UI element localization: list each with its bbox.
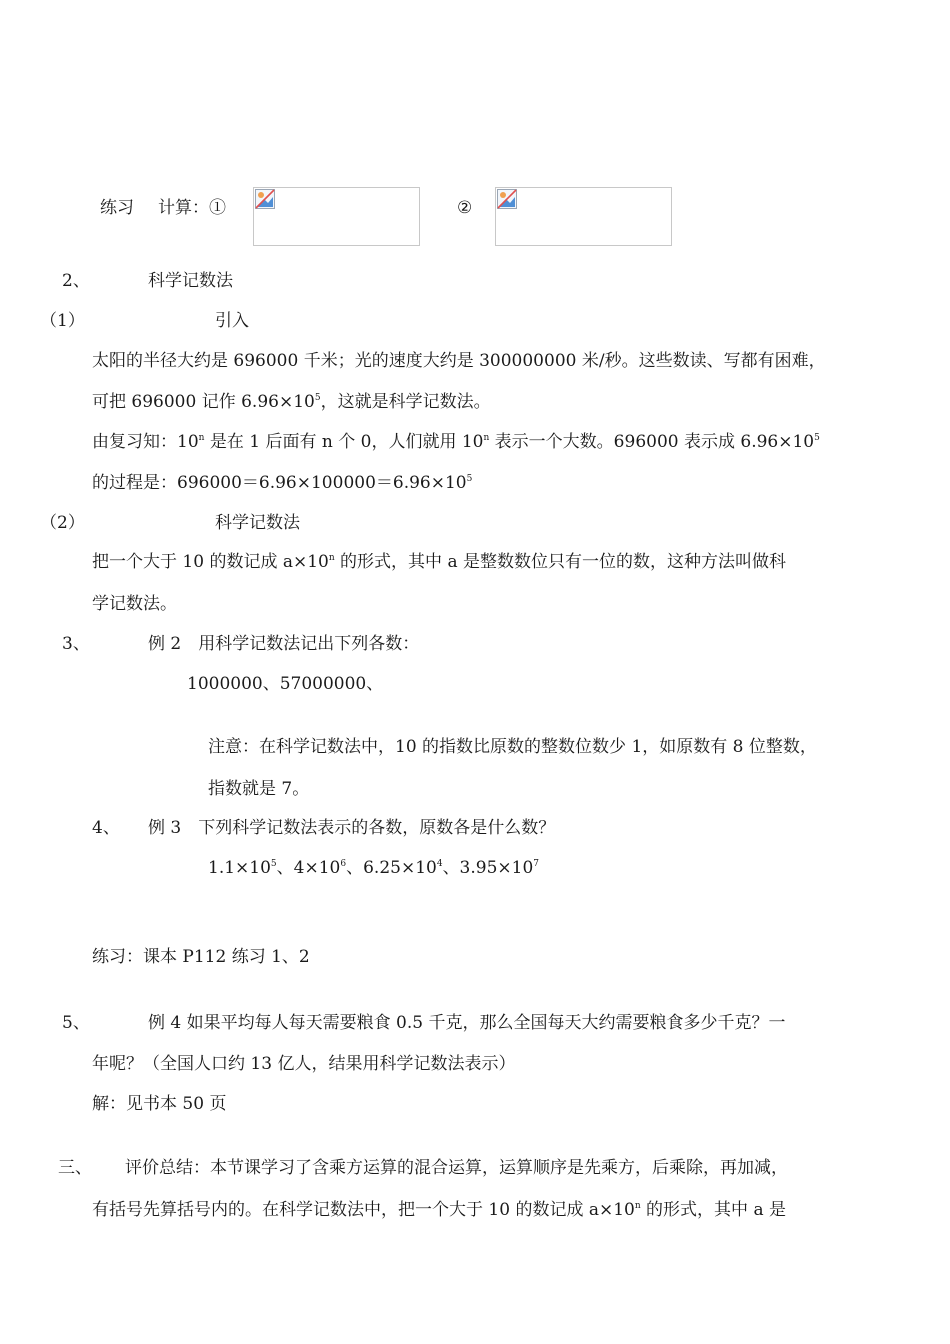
paragraph-line: 例 4 如果平均每人每天需要粮食 0.5 千克，那么全国每天大约需要粮食多少千克？一 <box>148 1013 786 1033</box>
paragraph-line: 由复习知：10$^n$ 是在 1 后面有 n 个 0，人们就用 10$^n$ 表示一个大数。696000 表示成 $6.96\times 10^5$ <box>92 432 820 452</box>
broken-image-icon <box>497 189 517 209</box>
example-numbers: 1000000、57000000、 <box>187 674 384 694</box>
scientific-values: $1.1\times 10^5$、$4\times 10^6$、$6.25\times 10^4$、$3.95\times 10^7$ <box>208 858 540 878</box>
paragraph-line: 年呢？（全国人口约 13 亿人，结果用科学记数法表示） <box>92 1054 516 1074</box>
formula-image-1 <box>253 187 420 246</box>
subsection-number: （2） <box>40 513 85 533</box>
answer-line: 解：见书本 50 页 <box>92 1094 227 1114</box>
section-heading: 例 3 下列科学记数法表示的各数，原数各是什么数？ <box>148 818 556 838</box>
paragraph-line: 的过程是：$696000=6.96\times 100000=6.96\times 10^5$ <box>92 473 473 493</box>
exercise-line: 练习：课本 P112 练习 1、2 <box>92 947 310 967</box>
subsection-number: （1） <box>40 311 85 331</box>
paragraph-line: 可把 696000 记作 $6.96\times 10^5$，这就是科学记数法。 <box>92 392 491 412</box>
section-heading: 科学记数法 <box>148 271 233 291</box>
note-line: 指数就是 7。 <box>208 779 310 799</box>
subsection-heading: 科学记数法 <box>215 513 300 533</box>
practice-second-marker: ② <box>457 198 473 218</box>
paragraph-line: 学记数法。 <box>92 594 177 614</box>
broken-image-icon <box>255 189 275 209</box>
section-number: 2、 <box>62 271 90 291</box>
section-number: 4、 <box>92 818 120 838</box>
section-number: 3、 <box>62 634 90 654</box>
note-line: 注意：在科学记数法中，10 的指数比原数的整数位数少 1，如原数有 8 位整数， <box>208 737 817 757</box>
paragraph-line: 太阳的半径大约是 696000 千米；光的速度大约是 300000000 米/秒。这些数读、写都有困难， <box>92 351 826 371</box>
paragraph-line: 把一个大于 10 的数记成 $a\times 10^n$ 的形式，其中 a 是整数数位只有一位的数，这种方法叫做科 <box>92 552 787 572</box>
section-number: 三、 <box>58 1158 92 1178</box>
section-heading: 例 2 用科学记数法记出下列各数： <box>148 634 420 654</box>
subsection-heading: 引入 <box>215 311 249 331</box>
practice-label: 练习 <box>100 198 134 218</box>
paragraph-line: 有括号先算括号内的。在科学记数法中，把一个大于 10 的数记成 $a\times 10^n$ 的形式，其中 a 是 <box>92 1200 787 1220</box>
section-number: 5、 <box>62 1013 90 1033</box>
paragraph-line: 评价总结：本节课学习了含乘方运算的混合运算，运算顺序是先乘方，后乘除，再加减， <box>125 1158 788 1178</box>
formula-image-2 <box>495 187 672 246</box>
practice-calc: 计算：① <box>158 198 226 218</box>
